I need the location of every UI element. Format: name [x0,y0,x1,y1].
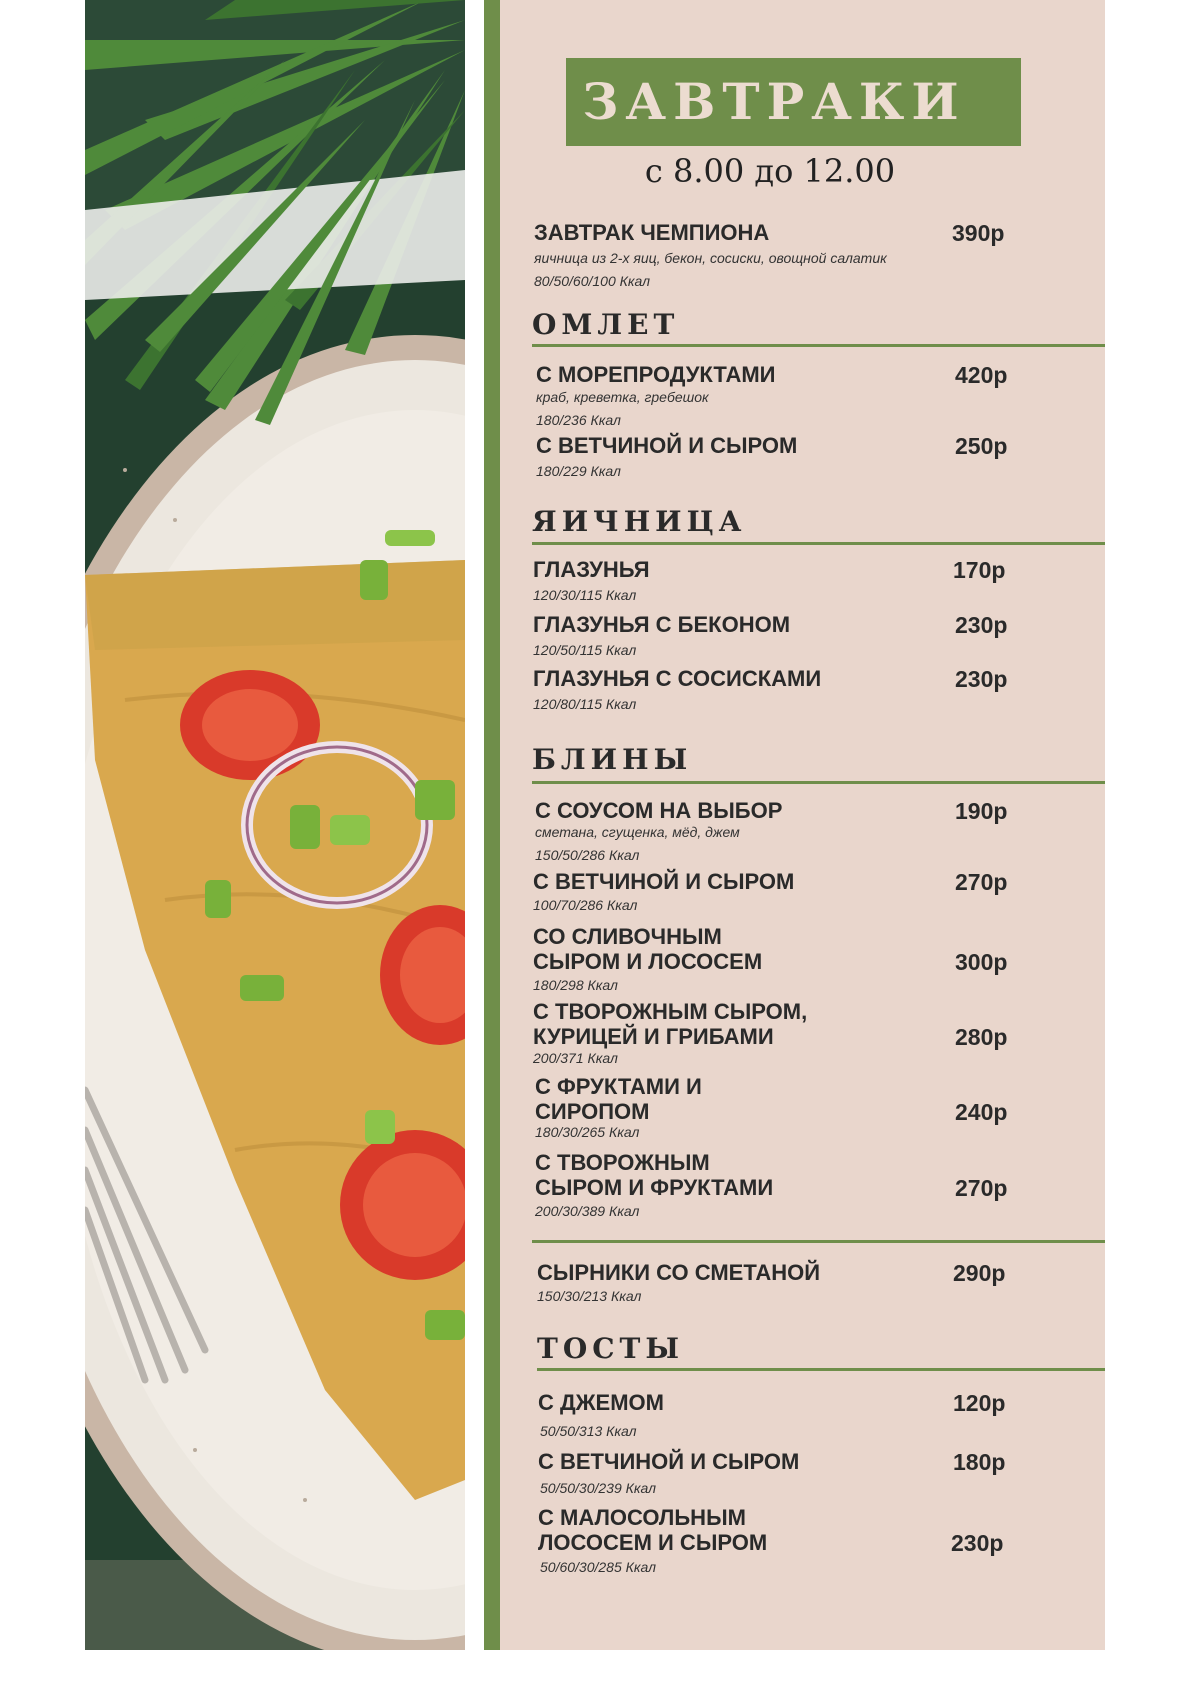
section-title-pancakes: БЛИНЫ [532,743,693,776]
menu-item-kcal: 180/236 Ккал [536,412,621,428]
menu-item-price: 120р [953,1390,1006,1416]
section-divider [532,1240,1105,1243]
menu-item-name-line1: С ТВОРОЖНЫМ [535,1150,710,1175]
menu-item-price: 270р [955,869,1008,895]
menu-item-price: 290р [953,1260,1006,1286]
menu-item-price: 240р [955,1099,1008,1125]
menu-item-name: С ВЕТЧИНОЙ И СЫРОМ [536,433,798,458]
menu-item-name: С СОУСОМ НА ВЫБОР [535,798,783,823]
menu-item-price: 280р [955,1024,1008,1050]
menu-item-price: 230р [951,1530,1004,1556]
menu-item-kcal: 50/60/30/285 Ккал [540,1559,657,1575]
menu-item-name-line2: СЫРОМ И ЛОСОСЕМ [533,949,763,974]
menu-item-name-line1: С МАЛОСОЛЬНЫМ [538,1505,746,1530]
menu-item-kcal: 180/229 Ккал [536,463,621,479]
section-title-toasts: ТОСТЫ [537,1332,684,1365]
page-title: ЗАВТРАКИ [582,72,966,131]
menu-item-name: С ВЕТЧИНОЙ И СЫРОМ [538,1449,800,1474]
menu-item-description: сметана, сгущенка, мёд, джем [535,824,740,840]
menu-item-name-line1: С ТВОРОЖНЫМ СЫРОМ, [533,999,808,1024]
menu-item-name: С МОРЕПРОДУКТАМИ [536,362,776,387]
menu-item-price: 230р [955,666,1008,692]
section-divider [537,1368,1105,1371]
menu-item-price: 420р [955,362,1008,388]
menu-item-kcal: 100/70/286 Ккал [533,897,638,913]
menu-item-name: ГЛАЗУНЬЯ С СОСИСКАМИ [533,666,822,691]
food-photo [85,0,465,1650]
menu-item-name: СЫРНИКИ СО СМЕТАНОЙ [537,1260,821,1285]
menu-item-price: 270р [955,1175,1008,1201]
section-divider [532,781,1105,784]
menu-item-kcal: 200/30/389 Ккал [535,1203,640,1219]
menu-item-name: ГЛАЗУНЬЯ [533,557,650,582]
section-divider [532,344,1105,347]
opening-hours: с 8.00 до 12.00 [644,152,896,190]
menu-item-price: 190р [955,798,1008,824]
menu-item-kcal: 120/80/115 Ккал [533,696,637,712]
menu-item-kcal: 180/30/265 Ккал [535,1124,640,1140]
menu-item-kcal: 80/50/60/100 Ккал [534,273,651,289]
section-divider [532,542,1105,545]
menu-item-name-line2: КУРИЦЕЙ И ГРИБАМИ [533,1024,774,1049]
menu-item-kcal: 50/50/30/239 Ккал [540,1480,657,1496]
menu-item-name-line2: СИРОПОМ [535,1099,650,1124]
menu-item-price: 170р [953,557,1006,583]
section-title-eggs: ЯИЧНИЦА [532,505,747,538]
menu-item-price: 180р [953,1449,1006,1475]
menu-item-kcal: 50/50/313 Ккал [540,1423,637,1439]
menu-item-name: ЗАВТРАК ЧЕМПИОНА [534,220,770,245]
menu-item-kcal: 200/371 Ккал [533,1050,618,1066]
menu-item-description: яичница из 2-х яиц, бекон, сосиски, овощной салатик [534,250,887,266]
menu-item-kcal: 150/30/213 Ккал [537,1288,642,1304]
menu-item-description: краб, креветка, гребешок [536,389,709,405]
menu-item-kcal: 120/30/115 Ккал [533,587,637,603]
section-title-omelet: ОМЛЕТ [532,308,680,341]
menu-item-name-line1: СО СЛИВОЧНЫМ [533,924,722,949]
menu-item-name-line2: ЛОСОСЕМ И СЫРОМ [538,1530,768,1555]
menu-item-price: 230р [955,612,1008,638]
menu-item-name: С ДЖЕМОМ [538,1390,664,1415]
menu-item-price: 390р [952,220,1005,246]
menu-item-price: 300р [955,949,1008,975]
menu-item-name-line1: С ФРУКТАМИ И [535,1074,702,1099]
menu-item-kcal: 180/298 Ккал [533,977,618,993]
menu-item-kcal: 120/50/115 Ккал [533,642,637,658]
green-stripe [484,0,500,1650]
menu-item-kcal: 150/50/286 Ккал [535,847,640,863]
menu-item-name: С ВЕТЧИНОЙ И СЫРОМ [533,869,795,894]
menu-item-name: ГЛАЗУНЬЯ С БЕКОНОМ [533,612,791,637]
menu-item-name-line2: СЫРОМ И ФРУКТАМИ [535,1175,774,1200]
omelet-plate-illustration [85,0,465,1650]
menu-item-price: 250р [955,433,1008,459]
